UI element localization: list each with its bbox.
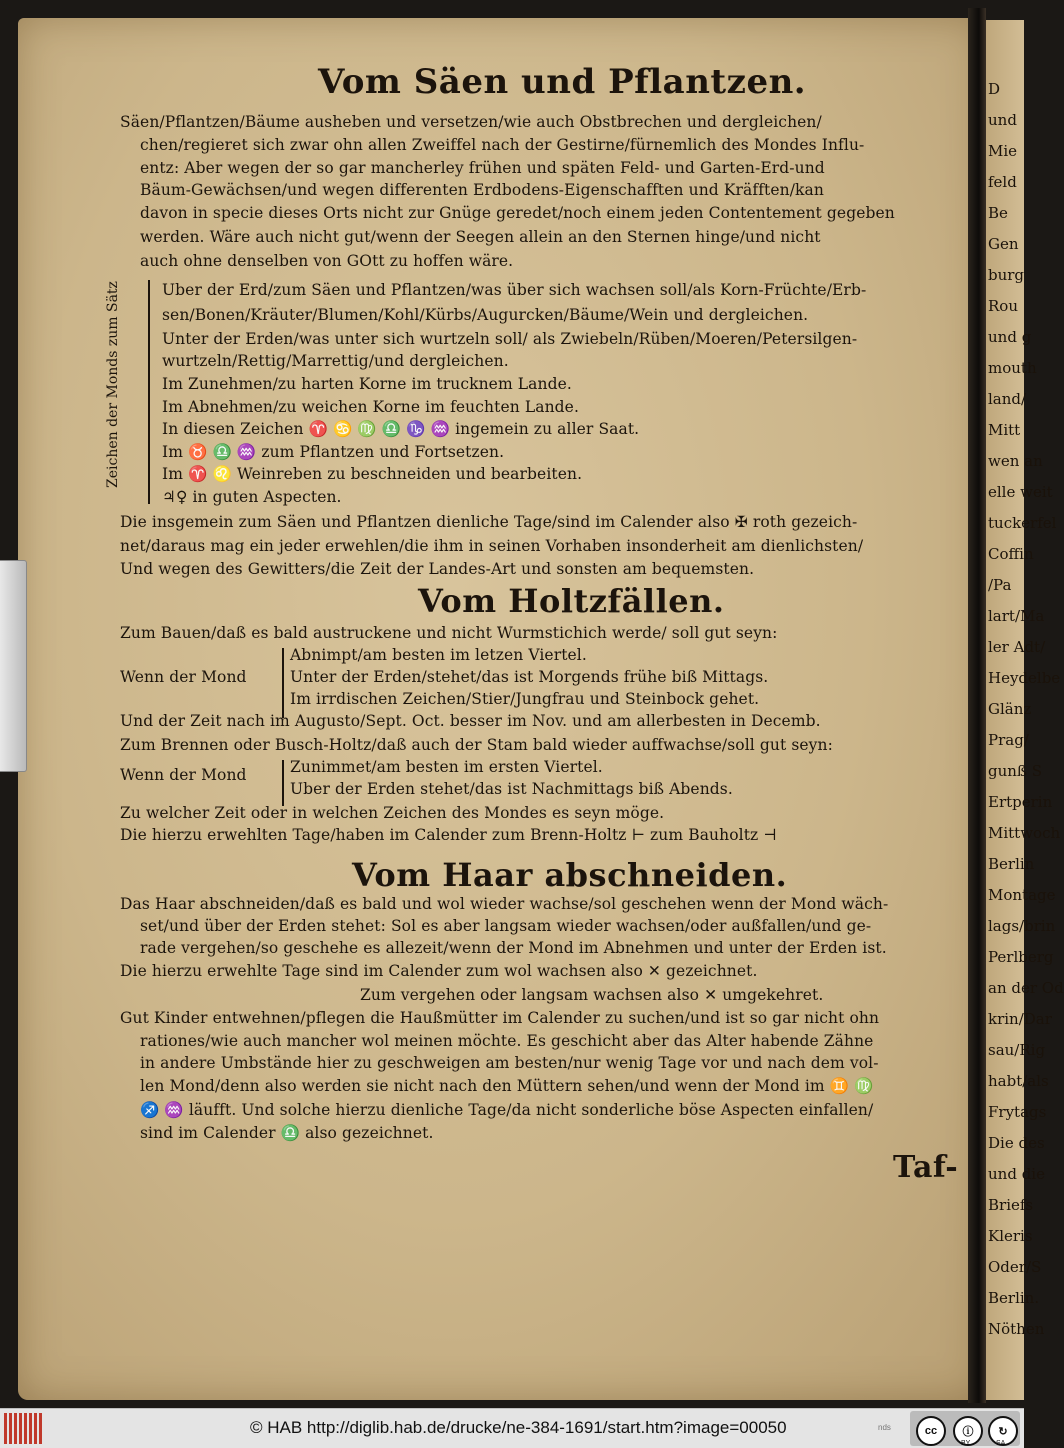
hab-logo-icon[interactable] [4,1413,42,1444]
holtz-line: Wenn der Mond [120,668,247,686]
tage-line: Und wegen des Gewitters/die Zeit der Landes-Art und sonsten am bequemsten. [120,560,755,578]
adjacent-page-fragment: lags/brin [988,917,1056,935]
adjacent-page-fragment: an der Od [988,979,1064,997]
tage-line: net/daraus mag ein jeder erwehlen/die ihm in seinen Vorhaben insonderheit am dienlichsten/ [120,537,864,555]
holtz-line: Die hierzu erwehlten Tage/haben im Calender zum Brenn-Holtz ⊢ zum Bauholtz ⊣ [120,826,777,844]
catchword: Taf- [893,1150,959,1185]
adjacent-page-fragment: krin/Dar [988,1010,1052,1028]
adjacent-page-fragment: Glänz [988,700,1032,718]
brace-mark [282,648,290,718]
adjacent-page-fragment: sau/Rig [988,1041,1046,1059]
adjacent-page-fragment: feld [988,173,1017,191]
holtz-line: Zum Bauen/daß es bald austruckene und nicht Wurmstichich werde/ soll gut seyn: [120,624,778,642]
holtz-line: Im irrdischen Zeichen/Stier/Jungfrau und Steinbock gehet. [290,690,760,708]
brace-mark [282,760,290,806]
haar-line: set/und über der Erden stehet: Sol es aber langsam wieder wachsen/oder außfallen/und ge- [140,917,872,935]
adjacent-page-fragment: Nöthen [988,1320,1045,1338]
haar-line: Zum vergehen oder langsam wachsen also ✕ umgekehret. [360,986,824,1004]
adjacent-page-fragment: Die des [988,1134,1045,1152]
haar-line: Die hierzu erwehlte Tage sind im Calender zum wol wachsen also ✕ gezeichnet. [120,962,758,980]
adjacent-page-fragment: und [988,111,1017,129]
by-label: BY [961,1440,971,1447]
saeen-line: davon in specie dieses Orts nicht zur Gnüge geredet/noch einem jeden Contentement gegeben [140,204,895,222]
adjacent-page-fragment: gunß S [988,762,1042,780]
histogram-label: nds [878,1423,891,1432]
haar-line: in andere Umbstände hier zu geschweigen am besten/nur wenig Tage vor und nach dem vol- [140,1054,879,1072]
book-gutter [968,8,986,1403]
zeichen-line: In diesen Zeichen ♈ ♋ ♍ ♎ ♑ ♒ ingemein zu aller Saat. [162,420,640,438]
adjacent-page-fragment: lart/Ma [988,607,1045,625]
zeichen-line: sen/Bonen/Kräuter/Blumen/Kohl/Kürbs/Augurcken/Bäume/Wein und dergleichen. [162,306,809,324]
heading-saeen: Vom Säen und Pflantzen. [318,62,807,102]
haar-line: rade vergehen/so geschehe es allezeit/wenn der Mond im Abnehmen und unter der Erden ist. [140,939,887,957]
adjacent-page-fragment: tuckerfel [988,514,1057,532]
adjacent-page-fragment: Frytags [988,1103,1047,1121]
adjacent-page-fragment: Mie [988,142,1018,160]
saeen-line: chen/regieret sich zwar ohn allen Zweiffel nach der Gestirne/fürnemlich des Mondes Influ- [140,136,865,154]
saeen-line: Säen/Pflantzen/Bäume ausheben und versetzen/wie auch Obstbrechen und dergleichen/ [120,113,822,131]
adjacent-page-fragment: ler Adt/ [988,638,1046,656]
brace-mark [148,372,156,504]
adjacent-page [986,20,1064,1400]
adjacent-page-fragment: elle weit [988,483,1053,501]
adjacent-page-fragment: D [988,80,1001,98]
zeichen-line: Unter der Erden/was unter sich wurtzeln soll/ als Zwiebeln/Rüben/Moeren/Petersilgen- [162,330,858,348]
adjacent-page-fragment: Gen [988,235,1019,253]
adjacent-page-fragment: Briefs [988,1196,1034,1214]
adjacent-page-fragment: /Pa [988,576,1012,594]
adjacent-page-fragment: Berlin [988,855,1035,873]
credit-link[interactable]: © HAB http://diglib.hab.de/drucke/ne-384-1691/start.htm?image=00050 [250,1418,787,1437]
holtz-line: Wenn der Mond [120,766,247,784]
saeen-line: auch ohne denselben von GOtt zu hoffen wäre. [140,252,514,270]
adjacent-page-fragment: Mittwoch [988,824,1061,842]
adjacent-page-fragment: und die [988,1165,1045,1183]
holtz-line: Unter der Erden/stehet/das ist Morgends frühe biß Mittags. [290,668,769,686]
saeen-line: werden. Wäre auch nicht gut/wenn der Seegen allein an den Sternen hinge/und nicht [140,228,821,246]
zeichen-line: Im ♈ ♌ Weinreben zu beschneiden und bearbeiten. [162,465,583,483]
zeichen-line: wurtzeln/Rettig/Marrettig/und dergleichen. [162,352,509,370]
adjacent-page-fragment: Montage [988,886,1056,904]
holtz-line: Zunimmet/am besten im ersten Viertel. [290,758,603,776]
tage-line: Die insgemein zum Säen und Pflantzen dienliche Tage/sind im Calender also ✠ roth gezeich- [120,513,858,531]
haar-line: Das Haar abschneiden/daß es bald und wol wieder wachse/sol geschehen wenn der Mond wäch- [120,895,889,913]
adjacent-page-fragment: land/ [988,390,1027,408]
heading-holtz: Vom Holtzfällen. [418,582,725,620]
adjacent-page-fragment: Coffin [988,545,1034,563]
heading-haar: Vom Haar abschneiden. [352,856,788,894]
zeichen-line: ♃♀ in guten Aspecten. [162,488,342,506]
haar-line: len Mond/denn also werden sie nicht nach den Müttern sehen/und wenn der Mond im ♊ ♍ [140,1077,874,1095]
viewer-footer [0,1408,1024,1448]
haar-line: ♐ ♒ läufft. Und solche hierzu dienliche Tage/da nicht sonderliche böse Aspecten einfallen/ [140,1101,874,1119]
adjacent-page-fragment: und g [988,328,1032,346]
adjacent-page-fragment: Oder/S [988,1258,1042,1276]
haar-line: Gut Kinder entwehnen/pflegen die Haußmütter im Calender zu suchen/und ist so gar nicht ohn [120,1009,880,1027]
haar-line: rationes/wie auch mancher wol meinen möchte. Es geschicht aber das Alter habende Zähne [140,1032,874,1050]
holtz-line: Uber der Erden stehet/das ist Nachmittags biß Abends. [290,780,733,798]
adjacent-page-fragment: Rou [988,297,1018,315]
saeen-line: Bäum-Gewächsen/und wegen differenten Erdbodens-Eigenschafften und Kräfften/kan [140,181,824,199]
adjacent-page-fragment: habt/als [988,1072,1049,1090]
adjacent-page-fragment: Be [988,204,1008,222]
license-badge[interactable] [910,1411,1020,1446]
holtz-line: Abnimpt/am besten im letzen Viertel. [290,646,587,664]
adjacent-page-fragment: mouth [988,359,1037,377]
adjacent-page-fragment: burg [988,266,1025,284]
adjacent-page-fragment: Mitt [988,421,1021,439]
adjacent-page-fragment: Kleris [988,1227,1033,1245]
adjacent-page-fragment: Heydelbe [988,669,1061,687]
holtz-line: Zum Brennen oder Busch-Holtz/daß auch der Stam bald wieder auffwachse/soll gut seyn: [120,736,833,754]
adjacent-page-fragment: Berlin. [988,1289,1040,1307]
zeichen-line: Im Zunehmen/zu harten Korne im trucknem Lande. [162,375,572,393]
adjacent-page-fragment: wen an [988,452,1043,470]
side-note: Zeichen der Monds zum Sätz [105,281,121,489]
holtz-line: Und der Zeit nach im Augusto/Sept. Oct. besser im Nov. und am allerbesten in Decemb. [120,712,821,730]
adjacent-page-fragment: Ertperin [988,793,1053,811]
adjacent-page-fragment: Prag/ [988,731,1029,749]
zeichen-line: Im ♉ ♎ ♒ zum Pflantzen und Fortsetzen. [162,443,505,461]
haar-line: sind im Calender ♎ also gezeichnet. [140,1124,434,1142]
by-icon: ⓘ [953,1416,983,1446]
zeichen-line: Uber der Erd/zum Säen und Pflantzen/was über sich wachsen soll/als Korn-Früchte/Erb- [162,281,867,299]
page-clip [0,560,27,772]
sa-icon: ↻ [988,1416,1018,1446]
cc-icon: cc [916,1416,946,1446]
book-page [18,18,984,1400]
sa-label: SA [996,1440,1006,1447]
zeichen-line: Im Abnehmen/zu weichen Korne im feuchten Lande. [162,398,579,416]
adjacent-page-fragment: Perlberg [988,948,1054,966]
saeen-line: entz: Aber wegen der so gar mancherley frühen und späten Feld- und Garten-Erd-und [140,159,825,177]
holtz-line: Zu welcher Zeit oder in welchen Zeichen des Mondes es seyn möge. [120,804,665,822]
